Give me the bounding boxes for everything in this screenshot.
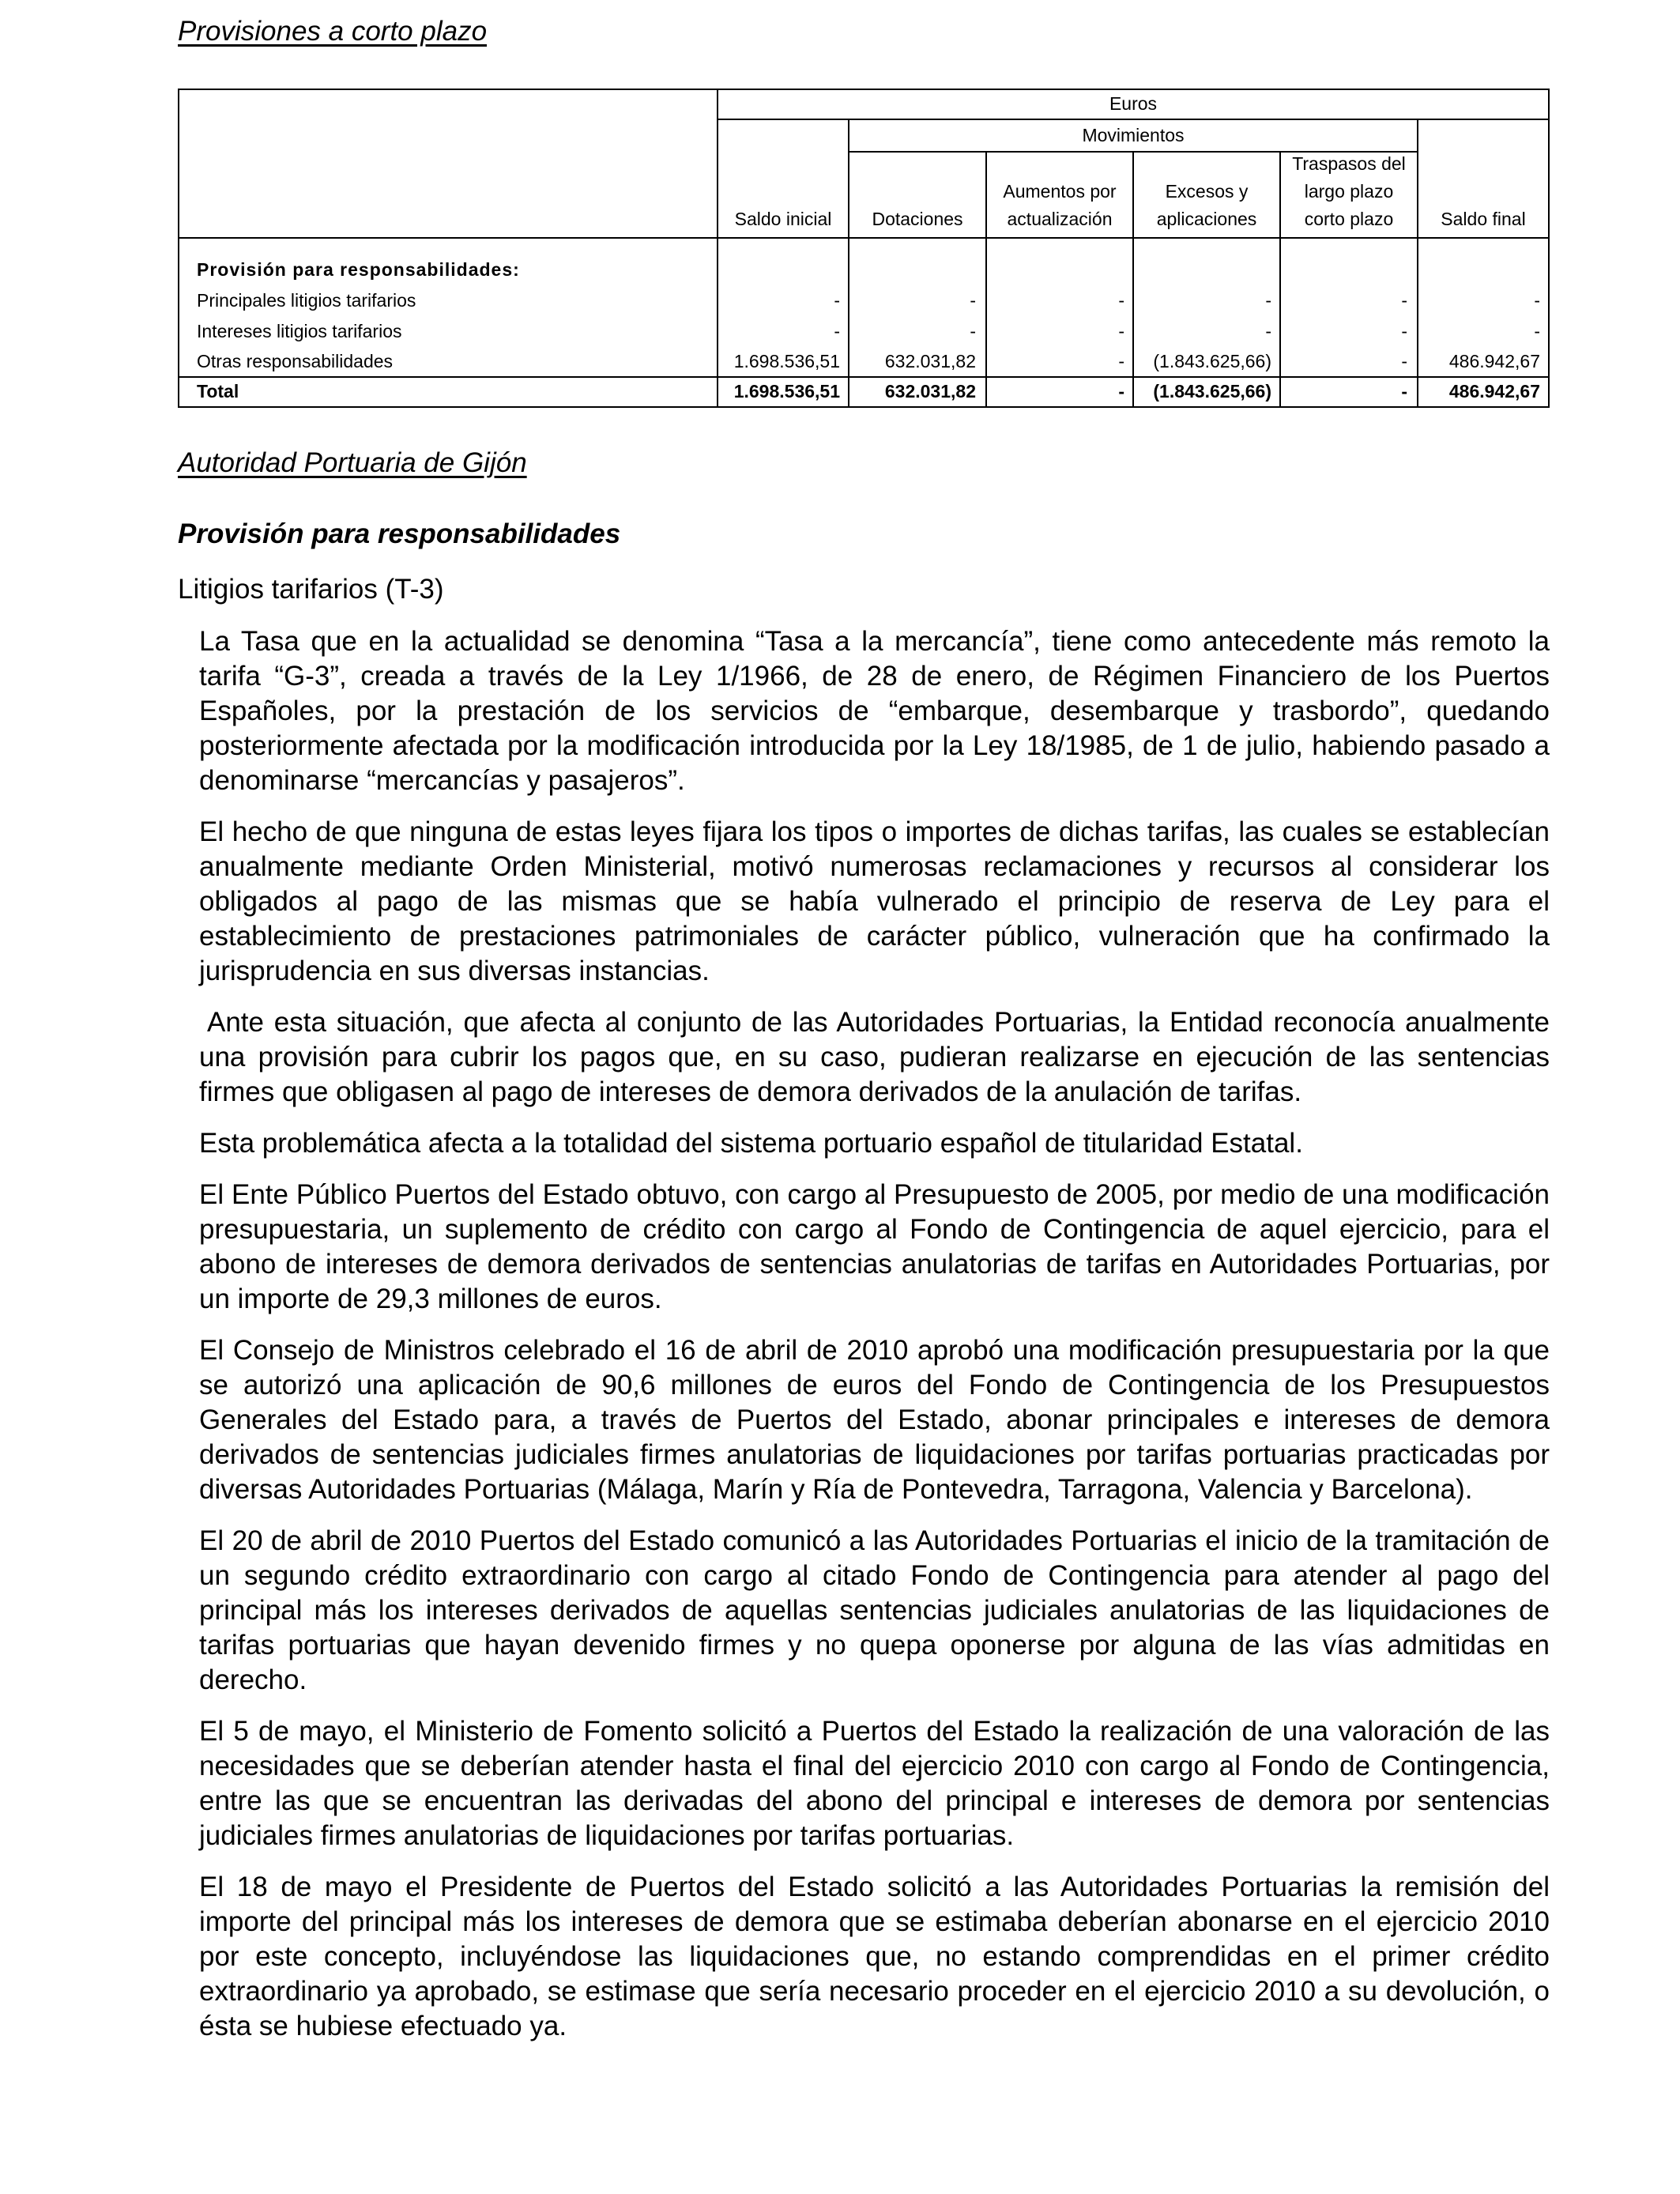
cell: 486.942,67 <box>1448 351 1540 371</box>
cell: - <box>1265 290 1271 311</box>
cell: - <box>1118 351 1124 371</box>
paragraph: El hecho de que ninguna de estas leyes fijara los tipos o importes de dichas tarifas, las cuales se establecían anualmente mediante Orden Ministerial, motivó numerosas reclamaciones y recursos al considerar los obligados al pago de las mismas que se había vulnerado el principio de reserva de Ley para el establecimiento de prestaciones patrimoniales de carácter público, vulneración que ha confirmado la jurisprudencia en sus diversas instancias. <box>199 816 1550 986</box>
header-traspasos: largo plazo <box>1304 181 1394 202</box>
paragraph: El 18 de mayo el Presidente de Puertos del Estado solicitó a las Autoridades Portuarias la remisión del importe del principal más los intereses de demora que se estimaba deberían abonarse en el ejercicio 2010 por este concepto, incluyéndose las liquidaciones que, no estando comprendidas en el primer crédito extraordinario ya aprobado, se estimase que sería necesario proceder en el ejercicio 2010 a su devolución, o ésta se hubiese efectuado ya. <box>199 1872 1550 2041</box>
total-cell: (1.843.625,66) <box>1153 381 1271 401</box>
header-excesos: aplicaciones <box>1156 209 1257 229</box>
section-heading-autoridad: Autoridad Portuaria de Gijón <box>178 447 527 478</box>
row-label: Intereses litigios tarifarios <box>197 321 402 341</box>
header-euros: Euros <box>1109 93 1158 114</box>
paragraph: Esta problemática afecta a la totalidad del sistema portuario español de titularidad Estatal. <box>199 1128 1303 1159</box>
row-label: Principales litigios tarifarios <box>197 290 416 311</box>
cell: - <box>1401 321 1407 341</box>
table-rule <box>717 119 1548 120</box>
paragraph: El Consejo de Ministros celebrado el 16 de abril de 2010 aprobó una modificación presupuestaria por la que se autorizó una aplicación de 90,6 millones de euros del Fondo de Contingencia de los Presupuestos Generales del Estado para, a través de Puertos del Estado, abonar principales e intereses de demora derivados de sentencias judiciales firmes anulatorias de liquidaciones por tarifas portuarias practicadas por diversas Autoridades Portuarias (Málaga, Marín y Ría de Pontevedra, Tarragona, Valencia y Barcelona). <box>199 1335 1550 1505</box>
total-cell: - <box>1118 381 1124 401</box>
cell: - <box>1118 290 1124 311</box>
paragraph: La Tasa que en la actualidad se denomina “Tasa a la mercancía”, tiene como antecedente más remoto la tarifa “G-3”, creada a través de la Ley 1/1966, de 28 de enero, de Régimen Financiero de los Puertos Españoles, por la prestación de los servicios de “embarque, desembarque y trasbordo”, quedando posteriormente afectada por la modificación introducida por la Ley 18/1985, de 1 de julio, habiendo pasado a denominarse “mercancías y pasajeros”. <box>199 626 1550 796</box>
table-rule <box>179 237 1548 239</box>
cell: - <box>1118 321 1124 341</box>
header-excesos: Excesos y <box>1165 181 1249 202</box>
paragraph: El 5 de mayo, el Ministerio de Fomento solicitó a Puertos del Estado la realización de una valoración de las necesidades que se deberían atender hasta el final del ejercicio 2010 con cargo al Fondo de Contingencia, entre las que se encuentran las derivadas del abono del principal e intereses de demora por sentencias judiciales firmes anulatorias de liquidaciones por tarifas portuarias. <box>199 1716 1550 1851</box>
cell: 1.698.536,51 <box>733 351 840 371</box>
header-saldo-inicial: Saldo inicial <box>734 209 832 229</box>
header-aumentos: actualización <box>1007 209 1113 229</box>
cell: (1.843.625,66) <box>1153 351 1271 371</box>
cell: - <box>834 321 840 341</box>
cell: - <box>834 290 840 311</box>
cell: - <box>1534 290 1540 311</box>
cell: - <box>970 290 976 311</box>
total-label: Total <box>197 381 239 401</box>
header-traspasos: Traspasos del <box>1292 153 1406 174</box>
paragraph: Ante esta situación, que afecta al conjunto de las Autoridades Portuarias, la Entidad reconocía anualmente una provisión para cubrir los pagos que, en su caso, pudieran realizarse en ejecución de las sentencias firmes que obligasen al pago de intereses de demora derivados de la anulación de tarifas. <box>199 1007 1550 1107</box>
header-saldo-final: Saldo final <box>1441 209 1526 229</box>
header-dotaciones: Dotaciones <box>872 209 963 229</box>
cell: - <box>1534 321 1540 341</box>
body-text <box>199 624 1550 2060</box>
total-cell: 632.031,82 <box>884 381 976 401</box>
row-label: Otras responsabilidades <box>197 351 394 371</box>
section-label: Provisión para responsabilidades: <box>197 259 520 280</box>
total-cell: 486.942,67 <box>1448 381 1540 401</box>
total-cell: 1.698.536,51 <box>733 381 840 401</box>
cell: 632.031,82 <box>884 351 976 371</box>
cell: - <box>1401 351 1407 371</box>
paragraph: El 20 de abril de 2010 Puertos del Estado comunicó a las Autoridades Portuarias el inicio de la tramitación de un segundo crédito extraordinario con cargo al citado Fondo de Contingencia para atender al pago del principal más los intereses derivados de aquellas sentencias judiciales anulatorias de las liquidaciones de tarifas portuarias que hayan devenido firmes y no quepa oponerse por alguna de las vías admitidas en derecho. <box>199 1525 1550 1695</box>
paragraph: El Ente Público Puertos del Estado obtuvo, con cargo al Presupuesto de 2005, por medio de una modificación presupuestaria, un suplemento de crédito con cargo al Fondo de Contingencia de aquel ejercicio, para el abono de intereses de demora derivados de sentencias anulatorias de tarifas en Autoridades Portuarias, por un importe de 29,3 millones de euros. <box>199 1179 1550 1314</box>
total-cell: - <box>1401 381 1407 401</box>
provisions-table <box>178 89 1550 408</box>
subheading-litigios: Litigios tarifarios (T-3) <box>178 574 444 605</box>
cell: - <box>1401 290 1407 311</box>
subheading-provision: Provisión para responsabilidades <box>178 518 621 549</box>
section-heading-provisiones: Provisiones a corto plazo <box>178 16 488 47</box>
cell: - <box>970 321 976 341</box>
cell: - <box>1265 321 1271 341</box>
header-traspasos: corto plazo <box>1304 209 1394 229</box>
header-aumentos: Aumentos por <box>1003 181 1117 202</box>
header-movimientos: Movimientos <box>1082 125 1185 145</box>
